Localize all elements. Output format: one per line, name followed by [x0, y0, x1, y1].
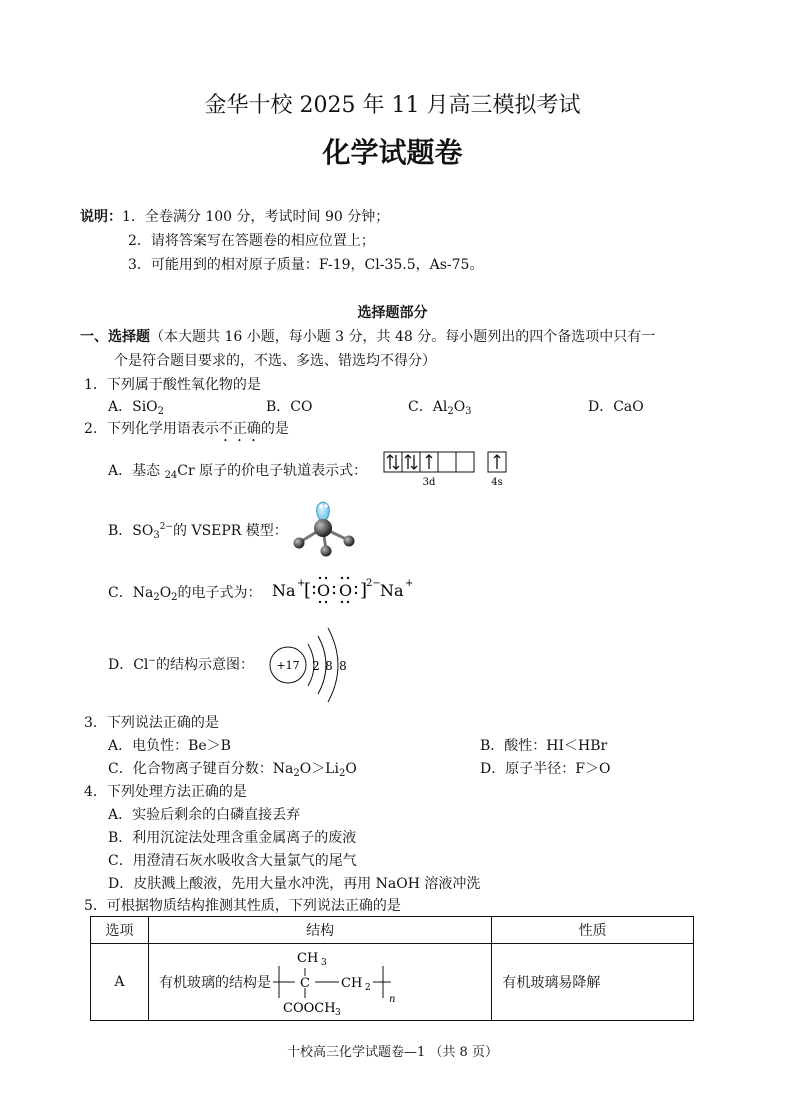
q2-option-d-text: D．Cl−的结构示意图： [108, 656, 254, 673]
q3-option-b: B．酸性：HI＜HBr [480, 738, 608, 754]
svg-text:COOCH: COOCH [282, 1001, 336, 1016]
svg-text:CH: CH [340, 976, 363, 991]
svg-text:CH: CH [296, 951, 319, 966]
row-a-option: A [91, 944, 149, 1021]
svg-text:2: 2 [364, 983, 371, 993]
notes-item-3: 3．可能用到的相对原子质量：F-19，Cl-35.5，As-75。 [128, 257, 484, 273]
notes-item-2: 2．请将答案写在答题卷的相应位置上； [128, 233, 375, 249]
row-a-structure [148, 944, 491, 1021]
vsepr-model-icon [290, 496, 360, 560]
svg-text:O: O [317, 581, 331, 600]
table-header-structure: 结构 [148, 917, 491, 944]
part-title-line [80, 328, 655, 346]
svg-text:8: 8 [325, 659, 333, 673]
svg-text:Na: Na [272, 581, 296, 600]
q2-option-c-text: C．$Na_2O_2$的电子式为： [108, 585, 262, 603]
part-desc-1: （本大题共 16 小题，每小题 3 分，共 48 分。每小题列出的四个备选项中只有一 [150, 329, 656, 345]
q4-option-a: A．实验后剩余的白磷直接丢弃 [108, 807, 301, 823]
svg-text:2: 2 [312, 659, 320, 673]
q1-option-b: B．CO [266, 399, 313, 415]
svg-text:2−: 2− [366, 578, 381, 589]
table-row [91, 944, 694, 1021]
notes-item-1: 1．全卷满分 100 分，考试时间 90 分钟； [122, 209, 390, 225]
q3-option-a: A．电负性：Be＞B [108, 738, 231, 754]
orbital-diagram [382, 449, 512, 489]
row-a-property: 有机玻璃易降解 [492, 944, 694, 1021]
notes-line-1 [80, 208, 389, 226]
q3-option-c: C．化合物离子键百分数：$Na_2O>Li_2O$ [108, 761, 357, 779]
svg-text:]: ] [360, 580, 368, 601]
q3-option-d: D．原子半径：F＞O [480, 761, 611, 777]
svg-text:C: C [299, 976, 310, 991]
paper-title: 化学试题卷 [322, 136, 463, 169]
label-3d: 3d [422, 477, 436, 488]
svg-text:3: 3 [320, 958, 327, 968]
notes-label: 说明： [80, 209, 122, 225]
q5-stem: 5．可根据物质结构推测其性质，下列说法正确的是 [84, 898, 401, 914]
table-header-property: 性质 [492, 917, 694, 944]
pmma-structure-formula [273, 946, 423, 1018]
row-a-structure-text: 有机玻璃的结构是 [158, 975, 271, 991]
q2-option-b-text: B．$SO_3^{2-}$的 VSEPR 模型： [108, 522, 288, 541]
q4-option-c: C．用澄清石灰水吸收含大量氯气的尾气 [108, 853, 357, 869]
electron-formula [270, 572, 420, 608]
svg-text:+17: +17 [276, 659, 300, 672]
q2-stem-emphasis: 不正确 [218, 421, 261, 437]
table-header-option: 选项 [91, 917, 149, 944]
svg-text:+: + [405, 578, 414, 589]
section-heading: 选择题部分 [357, 305, 428, 321]
q5-table [90, 916, 694, 1021]
svg-text:8: 8 [339, 659, 347, 673]
q1-option-a: A．SiO$_2$ [108, 399, 165, 417]
svg-text:+: + [297, 578, 306, 589]
part-title: 一、选择题 [80, 329, 150, 345]
table-header-row [91, 917, 694, 944]
exam-title: 金华十校 2025 年 11 月高三模拟考试 [204, 93, 581, 118]
q1-option-d: D．CaO [588, 399, 644, 415]
q1-stem: 1．下列属于酸性氧化物的是 [84, 377, 261, 393]
svg-text:3: 3 [334, 1008, 341, 1018]
q2-option-a-text: A．基态 $_{24}$Cr 原子的价电子轨道表示式： [108, 463, 368, 481]
q4-option-d: D．皮肤溅上酸液，先用大量水冲洗，再用 NaOH 溶液冲洗 [108, 876, 481, 892]
svg-text:Na: Na [380, 581, 404, 600]
q4-option-b: B．利用沉淀法处理含重金属离子的废液 [108, 830, 357, 846]
svg-text:n: n [388, 994, 396, 1005]
q1-option-c: C．$Al_2O_3$ [408, 399, 472, 417]
part-desc-2: 个是符合题目要求的，不选、多选、错选均不得分） [114, 353, 436, 369]
q3-stem: 3．下列说法正确的是 [84, 715, 219, 731]
q4-stem: 4．下列处理方法正确的是 [84, 784, 247, 800]
svg-text:O: O [339, 581, 353, 600]
atomic-structure-diagram [262, 622, 362, 708]
svg-text:[: [ [304, 580, 312, 601]
page-footer: 十校高三化学试题卷—1 （共 8 页） [287, 1045, 498, 1060]
q2-stem: 2．下列化学用语表示不正确的是 [84, 421, 289, 437]
label-4s: 4s [491, 477, 503, 488]
